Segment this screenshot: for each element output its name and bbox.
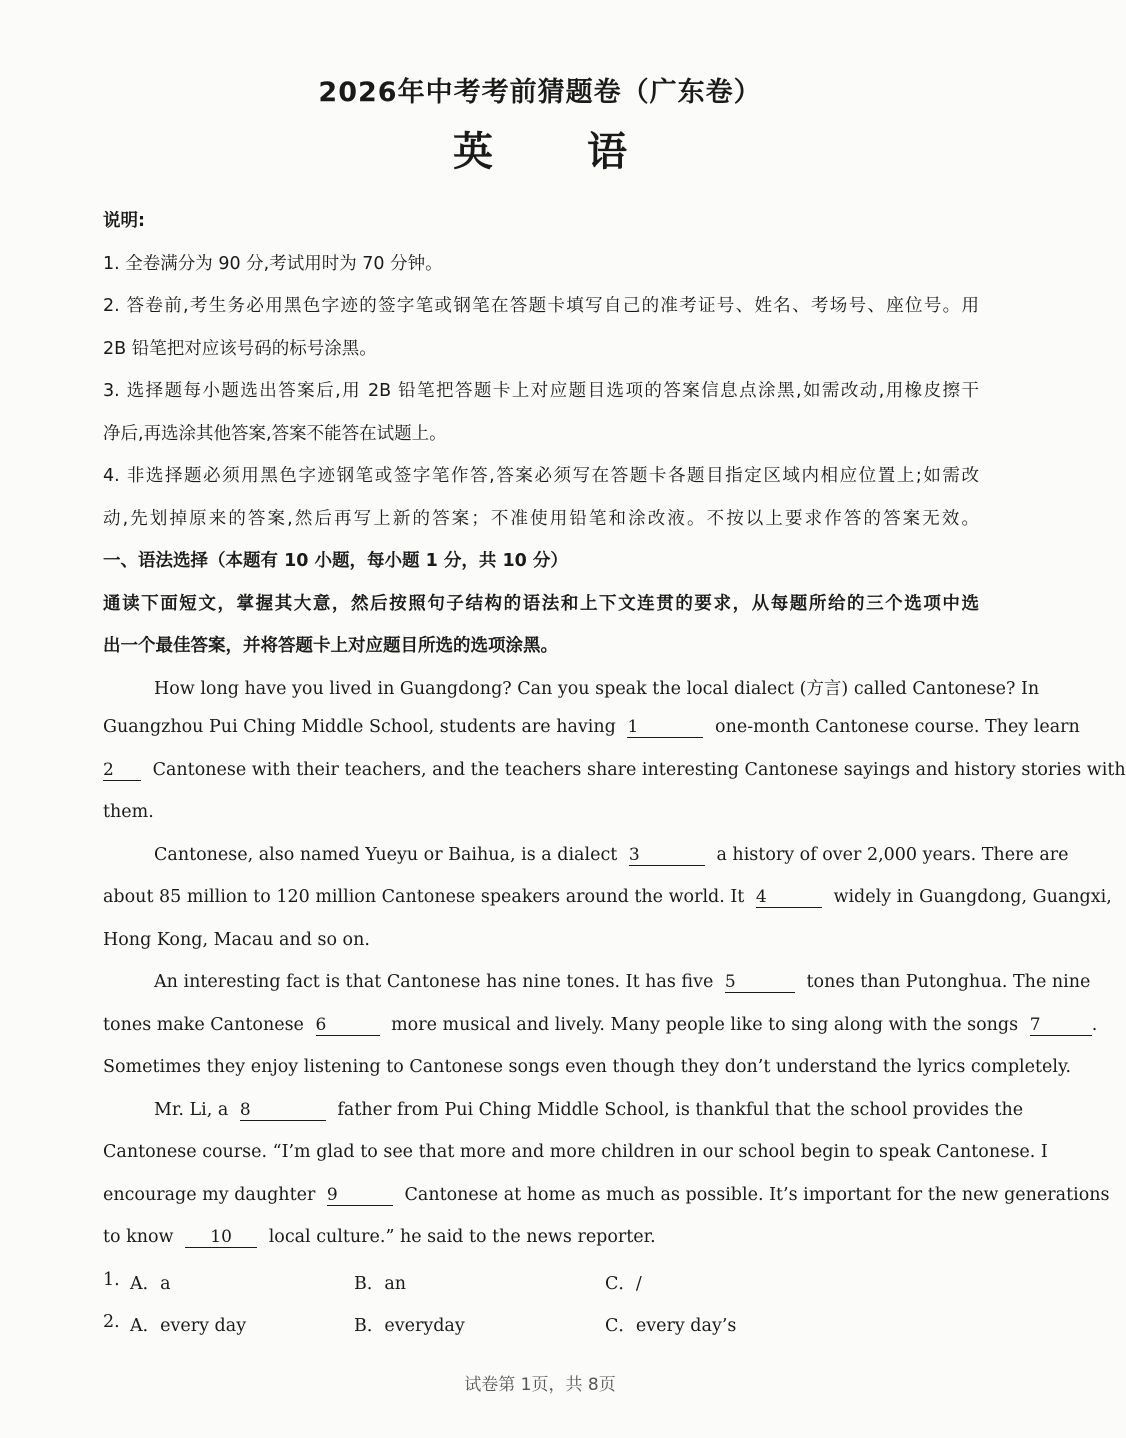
blank-4: 4 [756, 889, 822, 908]
section-directions-b: 出一个最佳答案，并将答题卡上对应题目所选的选项涂黑。 [103, 636, 558, 656]
passage-line [103, 1015, 1098, 1036]
passage-line [154, 972, 1091, 993]
option-a: A．a [130, 1274, 171, 1294]
instruction-1: 1. 全卷满分为 90 分,考试用时为 70 分钟。 [103, 254, 443, 274]
blank-1: 1 [627, 719, 703, 738]
passage-text: to know [103, 1227, 174, 1247]
question-number: 2. [103, 1312, 120, 1332]
option-c: C．every day’s [605, 1316, 737, 1336]
passage-line [103, 1227, 979, 1248]
passage-text: . [1091, 1015, 1098, 1035]
blank-2: 2 [103, 762, 141, 781]
blank-9: 9 [327, 1187, 393, 1206]
option-b: B．everyday [354, 1316, 465, 1336]
page-footer: 试卷第 1页，共 8页 [464, 1375, 616, 1395]
passage-line [103, 887, 1112, 908]
blank-6: 6 [316, 1017, 380, 1036]
passage-line [103, 1185, 1110, 1206]
instruction-4b: 动,先划掉原来的答案,然后再写上新的答案；不准使用铅笔和涂改液。不按以上要求作答的答案无效。 [103, 509, 979, 529]
passage-text: tones make Cantonese [103, 1015, 304, 1035]
option-a: A．every day [130, 1316, 247, 1336]
blank-7: 7 [1030, 1017, 1092, 1036]
passage-text: father from Pui Ching Middle School, is thankful that the school provides the [337, 1100, 1024, 1120]
section-heading: 一、语法选择（本题有 10 小题，每小题 1 分，共 10 分） [103, 551, 568, 571]
passage-text: Cantonese at home as much as possible. It’s important for the new generations [404, 1185, 1110, 1205]
passage-line [103, 760, 1126, 781]
instruction-2a: 2. 答卷前,考生务必用黑色字迹的签字笔或钢笔在答题卡填写自己的准考证号、姓名、考场号、座位号。用 [103, 296, 979, 316]
passage-text: a history of over 2,000 years. There are [716, 845, 1069, 865]
passage-line: Sometimes they enjoy listening to Cantonese songs even though they don’t understand the lyrics completely. [103, 1057, 1072, 1077]
passage-text: tones than Putonghua. The nine [806, 972, 1091, 992]
instructions-heading: 说明: [103, 211, 145, 231]
passage-text: more musical and lively. Many people like to sing along with the songs [391, 1015, 1019, 1035]
blank-8: 8 [240, 1102, 326, 1121]
blank-5: 5 [725, 974, 795, 993]
exam-title: 2026年中考考前猜题卷（广东卷） [318, 77, 762, 108]
instruction-2b: 2B 铅笔把对应该号码的标号涂黑。 [103, 339, 377, 359]
question-number: 1. [103, 1270, 120, 1290]
instruction-3b: 净后,再选涂其他答案,答案不能答在试题上。 [103, 424, 447, 444]
passage-text: Guangzhou Pui Ching Middle School, students are having [103, 717, 616, 737]
passage-line: Hong Kong, Macau and so on. [103, 930, 370, 950]
passage-text: widely in Guangdong, Guangxi, [833, 887, 1112, 907]
passage-line: them. [103, 802, 154, 822]
instruction-3a: 3. 选择题每小题选出答案后,用 2B 铅笔把答题卡上对应题目选项的答案信息点涂黑,如需改动,用橡皮擦干 [103, 381, 979, 401]
passage-text: An interesting fact is that Cantonese has nine tones. It has five [154, 972, 714, 992]
passage-line: Cantonese course. “I’m glad to see that more and more children in our school begin to speak Cantonese. I [103, 1142, 1048, 1162]
section-directions-a: 通读下面短文，掌握其大意，然后按照句子结构的语法和上下文连贯的要求，从每题所给的三个选项中选 [103, 594, 979, 614]
passage-text: Cantonese, also named Yueyu or Baihua, is a dialect [154, 845, 618, 865]
passage-line [103, 717, 1080, 738]
passage-line [154, 845, 1069, 866]
blank-10: 10 [185, 1229, 257, 1248]
passage-text: Mr. Li, a [154, 1100, 229, 1120]
passage-line [154, 1100, 1024, 1121]
passage-text: encourage my daughter [103, 1185, 316, 1205]
option-b: B．an [354, 1274, 407, 1294]
instruction-4a: 4. 非选择题必须用黑色字迹钢笔或签字笔作答,答案必须写在答题卡各题目指定区域内相应位置上;如需改 [103, 466, 979, 486]
passage-text: one-month Cantonese course. They learn [715, 717, 1080, 737]
subject-title: 英 语 [453, 129, 667, 175]
passage-text: Cantonese with their teachers, and the teachers share interesting Cantonese sayings and history stories with [152, 760, 1126, 780]
passage-line: How long have you lived in Guangdong? Can you speak the local dialect (方言) called Cantonese? In [154, 679, 1040, 699]
passage-text: about 85 million to 120 million Cantonese speakers around the world. It [103, 887, 745, 907]
option-c: C．/ [605, 1274, 642, 1294]
blank-3: 3 [629, 847, 705, 866]
passage-text: local culture.” he said to the news reporter. [268, 1227, 656, 1247]
